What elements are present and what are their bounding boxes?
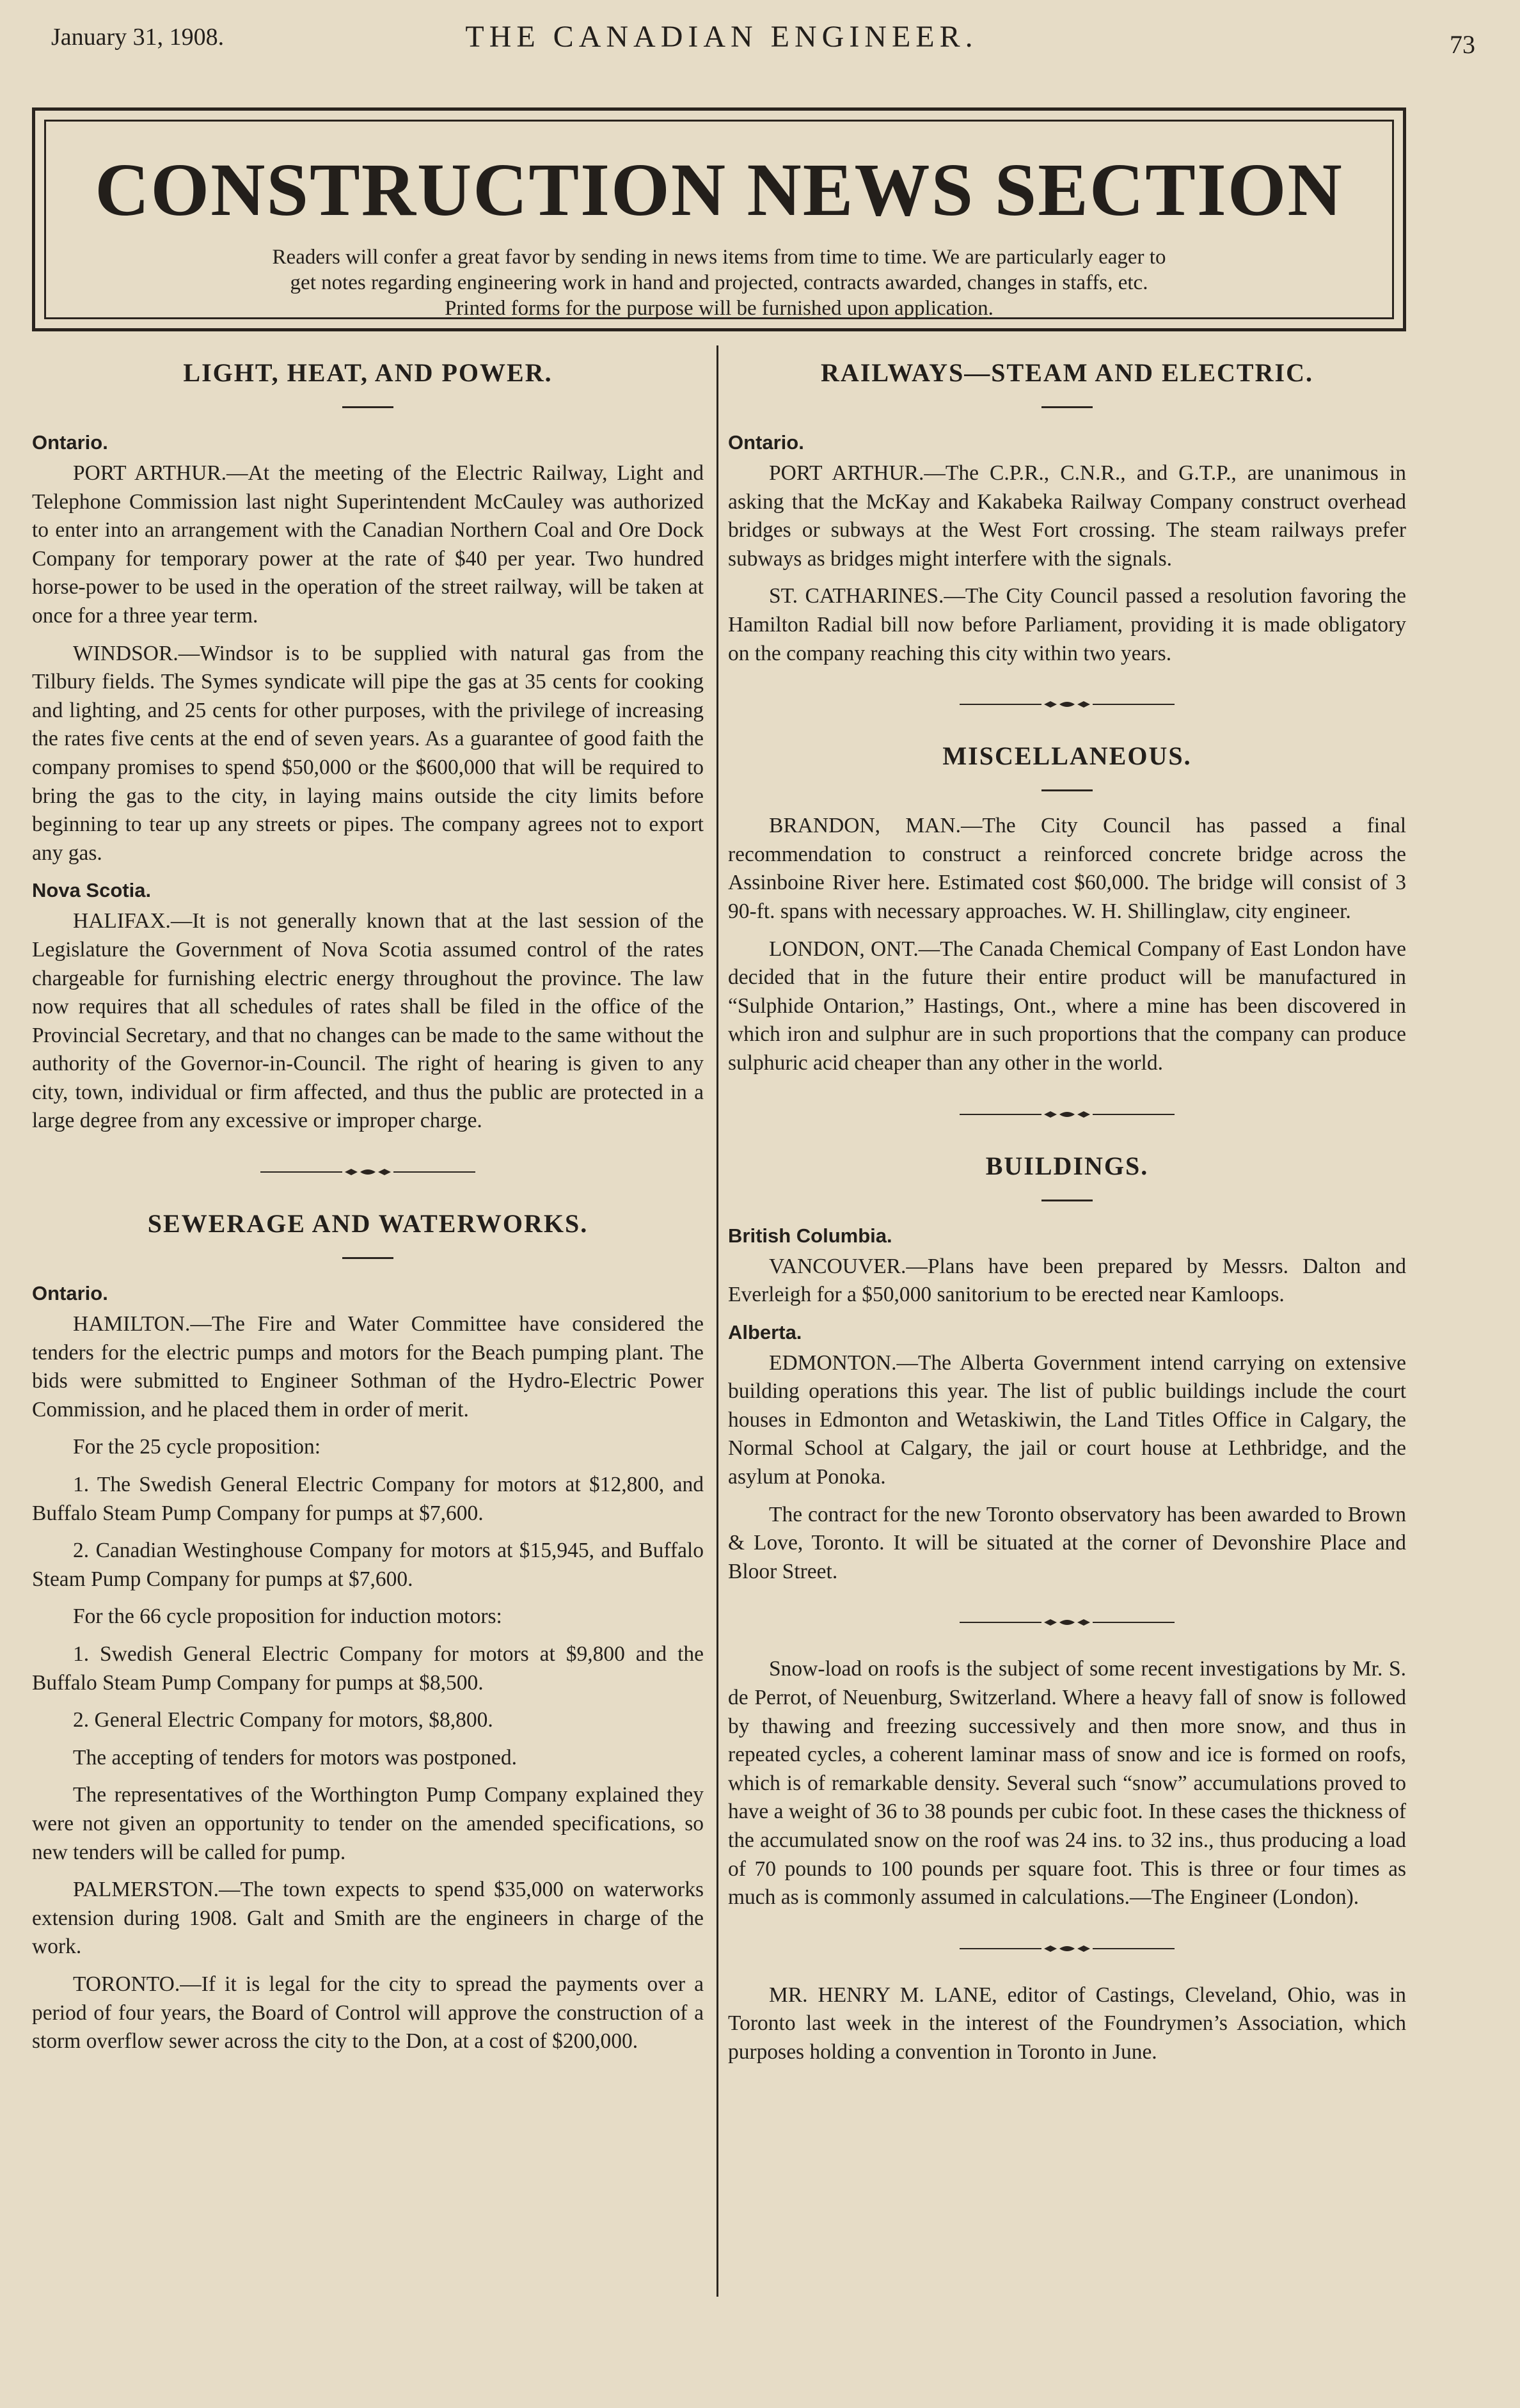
article-snow-load: Snow-load on roofs is the subject of some recent investigations by Mr. S. de Perrot, of Neuenburg, Switzerland. Where a heavy fall of snow is followed by thawing and freezing successively and then more snow, and thus in repeated cycles, a coherent laminar mass of snow and ice is formed on roofs, which is of remarkable density. Several such “snow” accumulations proved to have a weight of 36 to 38 pounds per cubic foot. In these cases the thickness of the accumulated snow on the roof was 24 ins. to 32 ins., thus producing a load of 70 pounds to 100 pounds per square foot. This is three or four times as much as is commonly assumed in calculations.—The Engineer (London). — [728, 1657, 1406, 1910]
heading-rule — [342, 406, 393, 408]
province-label: Ontario. — [728, 431, 804, 454]
province-label: Ontario. — [32, 1282, 108, 1305]
news-item-worthington: The representatives of the Worthington Pump Company explained they were not given an opportunity to tender on the amended specifications, so new tenders will be called for pump. — [32, 1783, 704, 1864]
news-item-brandon: BRANDON, MAN.—The City Council has passed a final recommendation to construct a reinforced concrete bridge across the Assinboine River here. Estimated cost $60,000. The bridge will consist of 3 90-ft. spans with necessary approaches. W. H. Shillinglaw, city engineer. — [728, 814, 1406, 923]
province-label: Nova Scotia. — [32, 879, 152, 902]
tender-66-cycle-2: 2. General Electric Company for motors, $8,800. — [73, 1708, 493, 1732]
heading-rule — [1041, 406, 1093, 408]
banner-notice — [46, 244, 1392, 321]
news-item-hamilton: HAMILTON.—The Fire and Water Committee have considered the tenders for the electric pumps and motors for the Beach pumping plant. The bids were submitted to Engineer Sothman of the Hydro-Electric Power Commission, and he placed them in order of merit. — [32, 1312, 704, 1422]
ornament-divider — [728, 700, 1406, 709]
banner-inner-border — [44, 120, 1394, 319]
news-item-vancouver: VANCOUVER.—Plans have been prepared by Messrs. Dalton and Everleigh for a $50,000 sanitorium to be erected near Kamloops. — [728, 1254, 1406, 1307]
section-heading-buildings: BUILDINGS. — [985, 1151, 1149, 1180]
news-item-halifax: HALIFAX.—It is not generally known that at the last session of the Legislature the Government of Nova Scotia assumed control of the rates chargeable for furnishing electric energy throughout the province. The law now requires that all schedules of rates shall be filed in the office of the Provincial Secretary, and that no changes can be made to the same without the authority of the Governor-in-Council. The right of hearing is given to any city, town, individual or firm affected, and thus the public are protected in a large degree from any excessive or improper charge. — [32, 909, 704, 1133]
publication-title: THE CANADIAN ENGINEER. — [465, 20, 978, 54]
left-column — [32, 349, 704, 2065]
banner-notice-line: Printed forms for the purpose will be furnished upon application. — [445, 297, 994, 320]
column-divider — [716, 345, 718, 2297]
news-item-postponed: The accepting of tenders for motors was postponed. — [73, 1745, 517, 1770]
ornament-divider — [728, 1944, 1406, 1953]
heading-rule — [342, 1257, 393, 1259]
ornament-divider — [728, 1618, 1406, 1627]
news-item-port-arthur-power: PORT ARTHUR.—At the meeting of the Electric Railway, Light and Telephone Commission last night Superintendent McCauley was authorized to enter into an arrangement with the Canadian Northern Coal and Ore Dock Company for temporary power at the rate of $40 per year. Two hundred horse-power to be used in the operation of the street railway, will be taken at once for a three year term. — [32, 461, 704, 628]
news-item-toronto-observatory: The contract for the new Toronto observatory has been awarded to Brown & Love, Toronto. It will be situated at the corner of Devonshire Place and Bloor Street. — [728, 1502, 1406, 1583]
heading-rule — [1041, 1200, 1093, 1201]
province-label: Alberta. — [728, 1320, 802, 1343]
section-heading-railways: RAILWAYS—STEAM AND ELECTRIC. — [821, 358, 1313, 387]
news-item-palmerston: PALMERSTON.—The town expects to spend $35,000 on waterworks extension during 1908. Galt and Smith are the engineers in charge of the work. — [32, 1878, 704, 1959]
tender-25-cycle-1: 1. The Swedish General Electric Company for motors at $12,800, and Buffalo Steam Pump Company for pumps at $7,600. — [32, 1473, 704, 1525]
section-heading-sewerage-waterworks: SEWERAGE AND WATERWORKS. — [147, 1209, 589, 1239]
province-label: Ontario. — [32, 431, 108, 454]
news-item-london: LONDON, ONT.—The Canada Chemical Company of East London have decided that in the future their entire product will be manufactured in “Sulphide Ontarion,” Hastings, Ont., where a mine has been discovered in which iron and sulphur are in such proportions that the company can produce sulphuric acid cheaper than any other in the world. — [728, 937, 1406, 1075]
tender-heading-66-cycle: For the 66 cycle proposition for induction motors: — [73, 1604, 502, 1629]
news-item-port-arthur-railways: PORT ARTHUR.—The C.P.R., C.N.R., and G.T.P., are unanimous in asking that the McKay and Kakabeka Railway Company construct overhead bridges or subways at the West Fort crossing. The steam railways prefer subways as bridges might interfere with the signals. — [728, 461, 1406, 571]
right-column — [728, 349, 1406, 2076]
section-banner — [32, 107, 1406, 331]
ornament-divider — [32, 1168, 704, 1176]
news-item-toronto-sewer: TORONTO.—If it is legal for the city to spread the payments over a period of four years, the Board of Control will approve the construction of a storm overflow sewer across the city to the Don, at a cost of $200,000. — [32, 1972, 704, 2054]
news-item-windsor: WINDSOR.—Windsor is to be supplied with natural gas from the Tilbury fields. The Symes syndicate will pipe the gas at 35 cents for cooking and lighting, and 25 cents for other purposes, with the privilege of increasing the rates five cents at the end of seven years. As a guarantee of good faith the company promises to spend $50,000 or the $600,000 that will be required to bring the gas to the city, in laying mains outside the city limits before beginning to tear up any streets or pipes. The company agrees not to export any gas. — [32, 641, 704, 865]
news-item-henry-lane: MR. HENRY M. LANE, editor of Castings, Cleveland, Ohio, was in Toronto last week in the interest of the Foundrymen’s Association, which purposes holding a convention in Toronto in June. — [728, 1983, 1406, 2064]
news-item-st-catharines: ST. CATHARINES.—The City Council passed a resolution favoring the Hamilton Radial bill now before Parliament, providing it is made obligatory on the company reaching this city within two years. — [728, 584, 1406, 665]
banner-title: CONSTRUCTION NEWS SECTION — [95, 148, 1343, 232]
tender-heading-25-cycle: For the 25 cycle proposition: — [73, 1435, 321, 1459]
issue-date: January 31, 1908. — [51, 24, 225, 51]
tender-25-cycle-2: 2. Canadian Westinghouse Company for motors at $15,945, and Buffalo Steam Pump Company for pumps at $7,600. — [32, 1539, 704, 1591]
running-head — [51, 19, 1475, 64]
news-item-edmonton: EDMONTON.—The Alberta Government intend carrying on extensive building operations this year. The list of public buildings include the court houses in Edmonton and Wetaskiwin, the Land Titles Office in Calgary, the Normal School at Calgary, the jail or court house at Lethbridge, and the asylum at Ponoka. — [728, 1351, 1406, 1489]
province-label: British Columbia. — [728, 1224, 892, 1247]
tender-66-cycle-1: 1. Swedish General Electric Company for motors at $9,800 and the Buffalo Steam Pump Company for pumps at $8,500. — [32, 1642, 704, 1695]
heading-rule — [1041, 789, 1093, 791]
banner-notice-line: Readers will confer a great favor by sending in news items from time to time. We are particularly eager to — [272, 246, 1166, 269]
section-heading-miscellaneous: MISCELLANEOUS. — [942, 741, 1192, 771]
banner-notice-line: get notes regarding engineering work in hand and projected, contracts awarded, changes in staffs, etc. — [290, 271, 1148, 294]
ornament-divider — [728, 1110, 1406, 1119]
section-heading-light-heat-power: LIGHT, HEAT, AND POWER. — [183, 358, 553, 387]
page-number: 73 — [1450, 30, 1475, 59]
